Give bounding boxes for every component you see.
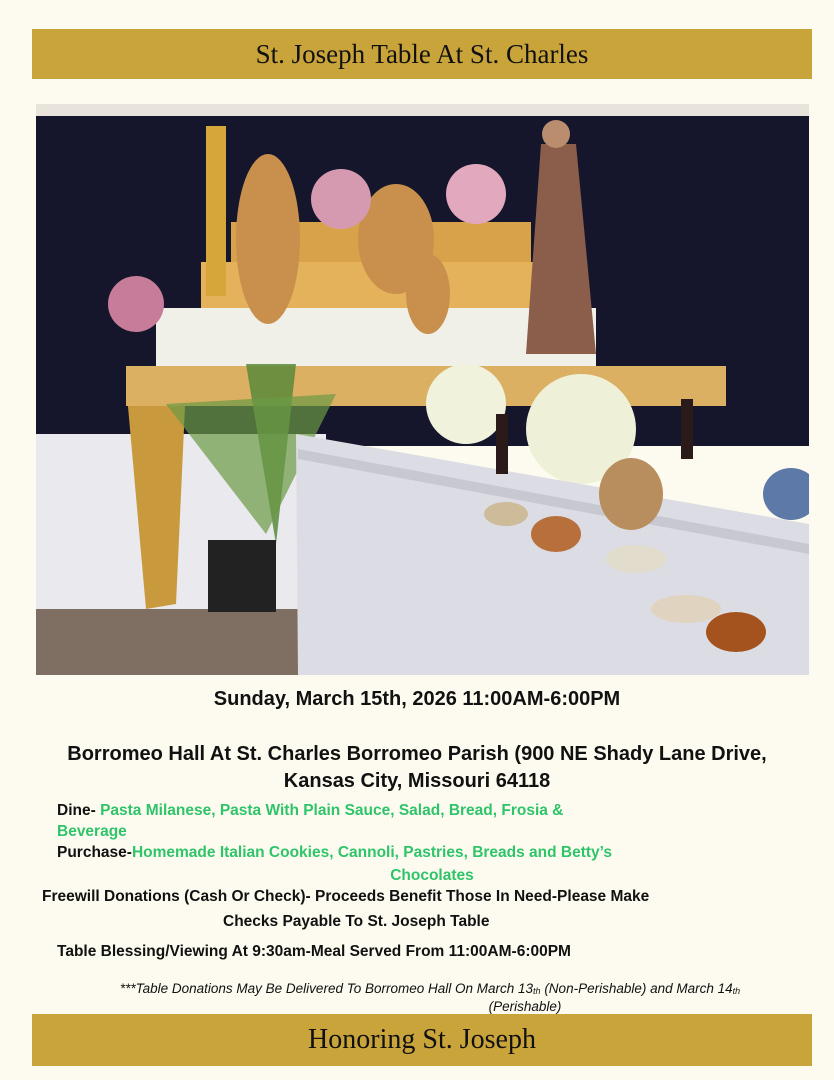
dine-info	[57, 800, 617, 842]
header-banner	[32, 29, 812, 79]
note-part-3: (Perishable)	[488, 999, 562, 1014]
blessing-info: Table Blessing/Viewing At 9:30am-Meal Served From 11:00AM-6:00PM	[57, 943, 571, 960]
event-venue	[40, 741, 794, 795]
note-sup-2: th	[732, 986, 741, 996]
purchase-items: Homemade Italian Cookies, Cannoli, Pastries, Breads and Betty’s	[131, 844, 613, 861]
altar-photo-illustration	[36, 104, 809, 675]
donations-line-2: Checks Payable To St. Joseph Table	[223, 913, 490, 930]
altar-photo	[36, 104, 809, 675]
dine-items-cont: Beverage	[57, 823, 127, 840]
venue-line-1: Borromeo Hall At St. Charles Borromeo Parish (900 NE Shady Lane Drive,	[67, 743, 767, 765]
note-part-1: ***Table Donations May Be Delivered To Borromeo Hall On March 13	[119, 981, 534, 996]
donations-line-1: Freewill Donations (Cash Or Check)- Proceeds Benefit Those In Need-Please Make	[42, 888, 650, 905]
dine-items: Pasta Milanese, Pasta With Plain Sauce, Salad, Bread, Frosia &	[100, 802, 564, 819]
footer-title: Honoring St. Joseph	[308, 1024, 536, 1055]
note-part-2: (Non-Perishable) and March 14	[540, 981, 733, 996]
purchase-label: Purchase-	[57, 844, 132, 861]
delivery-note	[60, 981, 800, 1014]
event-date-time: Sunday, March 15th, 2026 11:00AM-6:00PM	[213, 688, 621, 710]
purchase-items-cont: Chocolates	[390, 867, 474, 884]
footer-banner	[32, 1014, 812, 1066]
dine-label: Dine-	[57, 802, 96, 819]
header-title: St. Joseph Table At St. Charles	[255, 39, 589, 69]
purchase-info	[57, 842, 677, 863]
venue-line-2: Kansas City, Missouri 64118	[283, 770, 551, 792]
note-sup-1: th	[533, 986, 541, 996]
